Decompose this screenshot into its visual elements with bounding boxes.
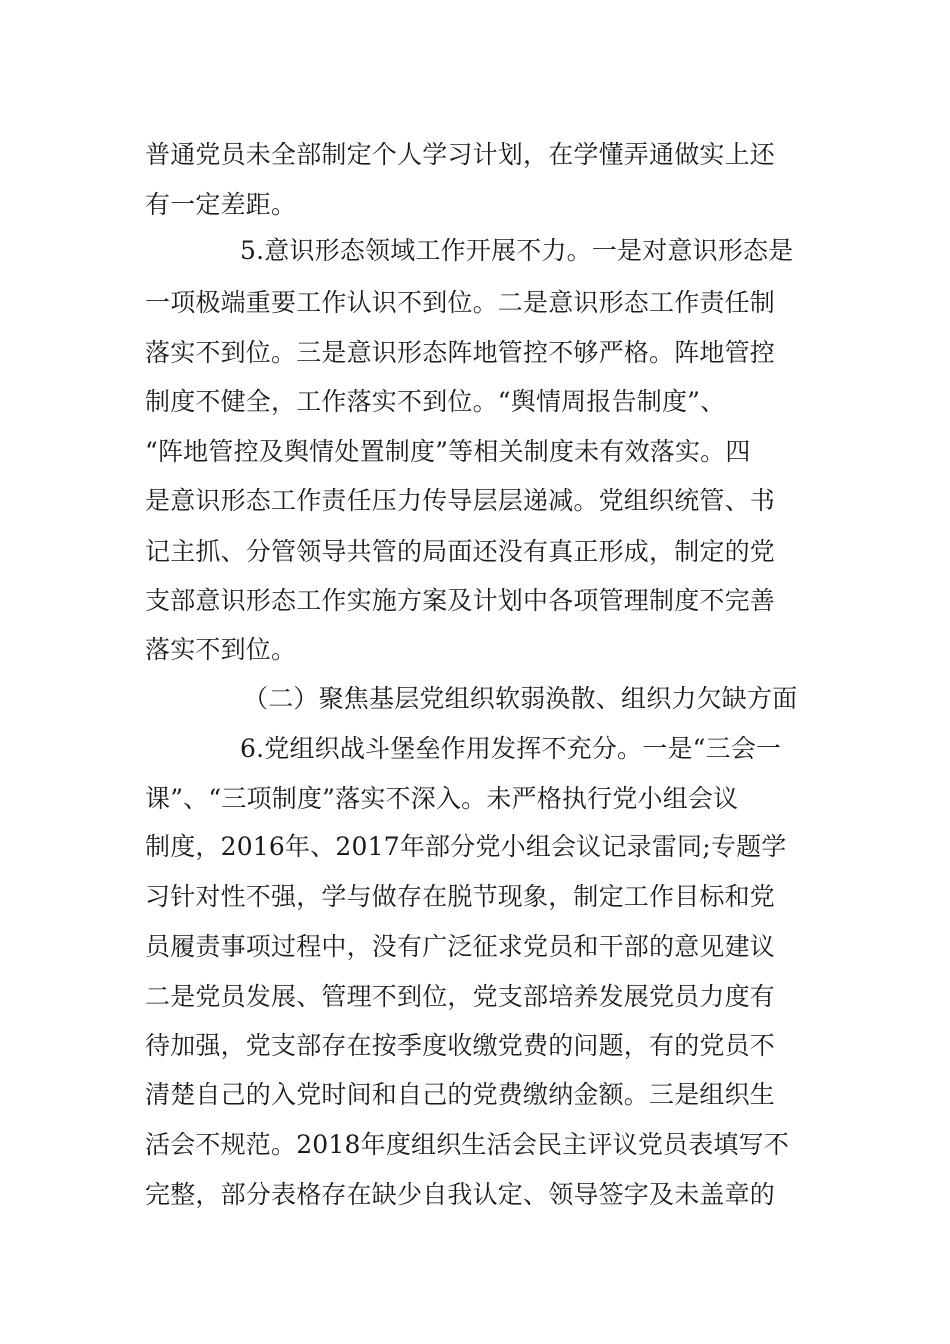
text-line: 支部意识形态工作实施方案及计划中各项管理制度不完善 <box>145 586 776 615</box>
section-heading: （二）聚焦基层党组织软弱涣散、组织力欠缺方面 <box>243 684 798 713</box>
text-line: 二是党员发展、管理不到位，党支部培养发展党员力度有 <box>145 982 776 1011</box>
text-line: 待加强，党支部存在按季度收缴党费的问题，有的党员不 <box>145 1031 776 1060</box>
paragraph-heading: 5.意识形态领域工作开展不力。一是对意识形态是 <box>240 236 794 265</box>
text-line: 清楚自己的入党时间和自己的党费缴纳金额。三是组织生 <box>145 1080 776 1109</box>
text-line: 普通党员未全部制定个人学习计划，在学懂弄通做实上还 <box>145 140 776 169</box>
text-line: 员履责事项过程中，没有广泛征求党员和干部的意见建议 <box>145 932 776 961</box>
text-line: 落实不到位。三是意识形态阵地管控不够严格。阵地管控 <box>145 338 776 367</box>
paragraph-heading: 6.党组织战斗堡垒作用发挥不充分。一是“三会一 <box>240 734 782 763</box>
text-line: 是意识形态工作责任压力传导层层递减。党组织统管、书 <box>145 486 776 515</box>
text-line: 课”、“三项制度”落实不深入。未严格执行党小组会议 <box>145 784 739 813</box>
text-line: 制度不健全，工作落实不到位。“舆情周报告制度”、 <box>145 387 726 416</box>
text-line: 制度，2016年、2017年部分党小组会议记录雷同;专题学 <box>145 832 787 861</box>
text-line: “阵地管控及舆情处置制度”等相关制度未有效落实。四 <box>145 437 751 466</box>
text-line: 有一定差距。 <box>145 190 297 219</box>
text-line: 活会不规范。2018年度组织生活会民主评议党员表填写不 <box>145 1130 790 1159</box>
text-line: 一项极端重要工作认识不到位。二是意识形态工作责任制 <box>145 288 776 317</box>
text-line: 完整，部分表格存在缺少自我认定、领导签字及未盖章的 <box>145 1180 776 1209</box>
text-line: 记主抓、分管领导共管的局面还没有真正形成，制定的党 <box>145 537 776 566</box>
text-line: 习针对性不强，学与做存在脱节现象，制定工作目标和党 <box>145 882 776 911</box>
text-line: 落实不到位。 <box>145 635 297 664</box>
